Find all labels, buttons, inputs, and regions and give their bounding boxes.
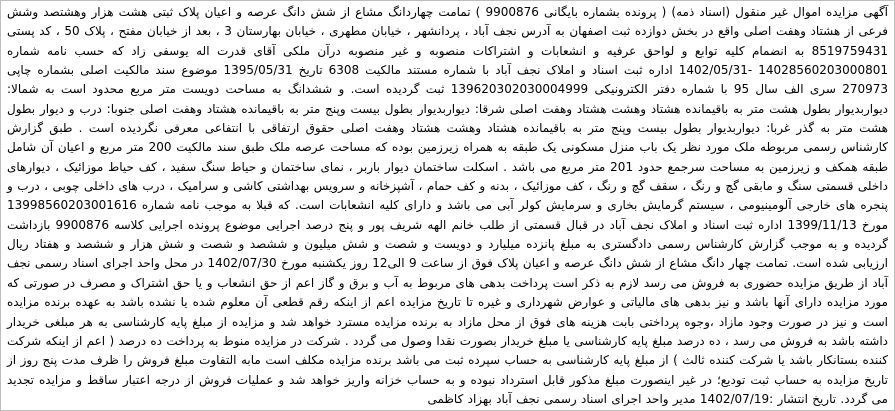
auction-notice-text: آگهی مزایده اموال غیر منقول (اسناد ذمه) ( پرونده بشماره بایگانی 9900876 ) تمامت چهاردانگ مشاع از شش دانگ عرصه و اعیان پلاک ثبتی هشت هزار وهشتصد وشش فرعی از هشتاد وهفت اصلی واقع در بخش دوازده ثبت اصفهان به آدرس نجف آباد ، پردانشهر ، خیابان مطهری ، خیابان بهارستان 3 ، بعد از خیابان مفتح ، پلاک 50 ، کد پستی 8519759431 به انضمام کلیه توابع و لواحق عرفیه و انشعابات و اشتراکات منصوبه و غیر منصوبه درآن ملکی آقای قدرت اله یوسفی زاد که حسب نامه شماره 14028560203000801 -1402/05/31 اداره ثبت اسناد و املاک نجف آباد با شماره مستند مالکیت 6308 تاریخ 1395/05/31 موضوع سند مالکیت اصلی بشماره چاپی 270973 سری الف سال 95 با شماره دفتر الکترونیکی 139620302030004999 ثبت گردیده است. و ششدانگ به مساحت دویست متر مربع محدود است به شمالا: دیواربدیوار بطول هشت متر به باقیمانده هشتاد وهشت هشتاد وهفت اصلی شرقا: دیواربدیوار بطول بیست وپنج متر به باقیمانده هشتاد وهفت اصلی جنوبا: درب و دیوار بطول هشت متر به گذر غربا: دیواربدیوار بطول بیست وپنج متر به باقیمانده هشتاد وهشت هشتاد وهفت اصلی حقوق ارتفاقی با انتفاعی معرفی نگردیده است . طبق گزارش کارشناس رسمی مربوطه ملک مورد نظر یک باب منزل مسکونی یک طبقه به همراه زیرزمین بوده که مساحت عرصه ملک طبق سند مالکیت 200 متر مربع و اعیان آن شامل طبقه همکف و زیرزمین به مساحت سرجمع حدود 201 متر مربع می باشد . اسکلت ساختمان دیوار باربر ، نمای ساختمان و حیاط سنگ سفید ، کف حیاط موزائیک ، دیوارهای داخلی قسمتی سنگ و مابقی گچ و رنگ ، سقف گچ و رنگ ، کف موزائیک ، بدنه و کف حمام ، آشپزخانه و سرویس بهداشتی کاشی و سرامیک ، درب های داخلی چوبی ، درب و پنجره های خارجی آلومینیومی ، سیستم گرمایش بخاری و سرمایش کولر آبی می باشد و دارای کلیه انشعابات است. که قبلا به موجب نامه شماره 13998560203001616 مورخ 1399/11/13 اداره ثبت اسناد و املاک نجف آباد در قبال قسمتی از طلب خانم الهه شریف پور و پنج درصد اجرایی موضوع پرونده اجرایی کلاسه 9900876 بازداشت گردیده و به موجب گزارش کارشناس رسمی دادگستری به مبلغ پانزده میلیارد و دویست و شصت و شش میلیون و ششصد و شصت و شش هزار و ششصد و هفتاد ریال ارزیابی شده است. تمامت چهار دانگ مشاع از شش دانگ عرصه و اعیان پلاک فوق از ساعت 9 الی12 روز یکشنبه مورخ 1402/07/30 در محل واحد اجرای اسناد رسمی نجف آباد از طریق مزایده حضوری به فروش می رسد لازم به ذکر است پرداخت بدهی های مربوط به آب و برق و گاز اعم از حق انشعاب و یا حق اشتراک و مصرف در صورتی که مورد مزایده دارای آنها باشد و نیز بدهی های مالیاتی و عوارض شهرداری و غیره تا تاریخ مزایده اعم از اینکه رقم قطعی آن معلوم شده یا نشده باشد به عهده برنده مزایده است و نیز در صورت وجود مازاد ،وجوه پرداختی بابت هزینه های فوق از محل مازاد به برنده مزایده مسترد خواهد شد و مزایده از مبلغ پایه کارشناسی به هر مبلغی خریدار داشته باشد به فروش می رسد ، ده درصد مبلغ پایه کارشناسی یا مبلغ خریدار بصورت نقدا وصول می گردد . شرکت در مزایده منوط به پرداخت ده درصد ( اعم از اینکه شرکت کننده بستانکار باشد یا شرکت کننده ثالث ) از مبلغ پایه کارشناسی به حساب سپرده ثبت می باشد برنده مزایده مکلف است مابه التفاوت مبلغ فروش را ظرف مدت پنج روز از تاریخ مزایده به حساب ثبت تودیع؛ در غیر اینصورت مبلغ مذکور قابل استرداد نبوده و به حساب خزانه واریز خواهد شد و عملیات فروش از درجه اعتبار ساقط و مزایده تجدید می گردد. تاریخ انتشار :1402/07/19 مدیر واحد اجرای اسناد رسمی نجف آباد بهزاد کاظمی	[7, 5, 889, 406]
